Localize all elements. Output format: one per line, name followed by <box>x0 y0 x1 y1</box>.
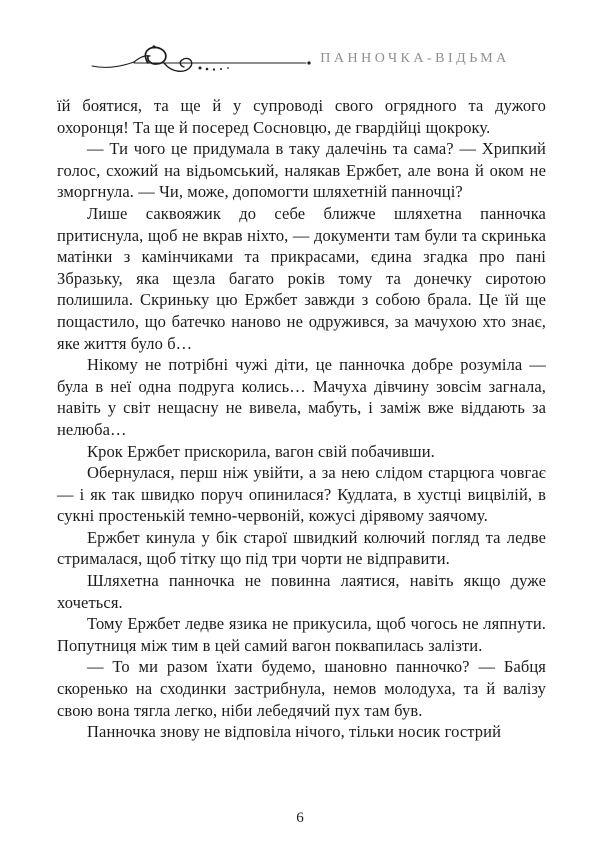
paragraph: — Ти чого це придумала в таку далечінь та сама? — Хрипкий голос, схожий на відьомський, налякав Ержбет, але вона й оком не зморгнула. — Чи, може, допомогти шляхетній панночці? <box>57 139 546 202</box>
paragraph: Ержбет кинула у бік старої швидкий колючий погляд та ледве стрималася, щоб тітку що під три чорти не відправити. <box>57 527 546 569</box>
paragraph: Панночка знову не відповіла нічого, тільки носик гострий <box>87 722 502 742</box>
paragraph: Тому Ержбет ледве язика не прикусила, щоб чогось не ляпнути. Попутниця між тим в цей самий вагон поквапилась залізти. <box>57 614 546 655</box>
page-body <box>57 95 546 743</box>
page-number: 6 <box>296 810 304 826</box>
page-footer <box>0 809 600 827</box>
header-flourish-ornament <box>90 43 312 77</box>
paragraph: їй боятися, та ще й у супроводі свого огрядного та дужого охоронця! Та ще й посеред Сосновцю, де гвардійці щокроку. <box>57 96 546 137</box>
paragraph: Лише саквояжик до себе ближче шляхетна панночка притиснула, щоб не вкрав ніхто, — документи там були та скринька матінки з камінчиками та прикрасами, єдина згадка про пані Збразьку, яка щезла багато років тому та донечку сиротою полишила. Скриньку цю Ержбет завжди з собою брала. Це їй ще пощастило, що батечко наново не одружився, за мачухою хто знає, яке життя було б… <box>57 203 546 353</box>
paragraph: Шляхетна панночка не повинна лаятися, навіть якщо дуже хочеться. <box>57 571 546 612</box>
paragraph: Нікому не потрібні чужі діти, це панночка добре розуміла — була в неї одна подруга колись… Мачуха дівчину зовсім загнала, навіть у світ нещасну не вивела, мабуть, і заміж вже віддають за нелюба… <box>57 355 546 439</box>
page-header <box>0 42 600 78</box>
paragraph: Крок Ержбет прискорила, вагон свій побачивши. <box>87 441 435 461</box>
running-title: ПАННОЧКА-ВІДЬМА <box>320 51 510 66</box>
paragraph: — То ми разом їхати будемо, шановно панночко? — Бабця скоренько на сходинки застрибнула, немов молодуха, та й валізу свою вона тягла легко, ніби лебедячий пух там був. <box>57 657 546 720</box>
paragraph: Обернулася, перш ніж увійти, а за нею слідом старцюга човгає — і як так швидко поруч опинилася? Кудлата, в хустці вицвілій, в сукні простенькій темно-червоній, кожусі дірявому заячому. <box>57 463 546 526</box>
